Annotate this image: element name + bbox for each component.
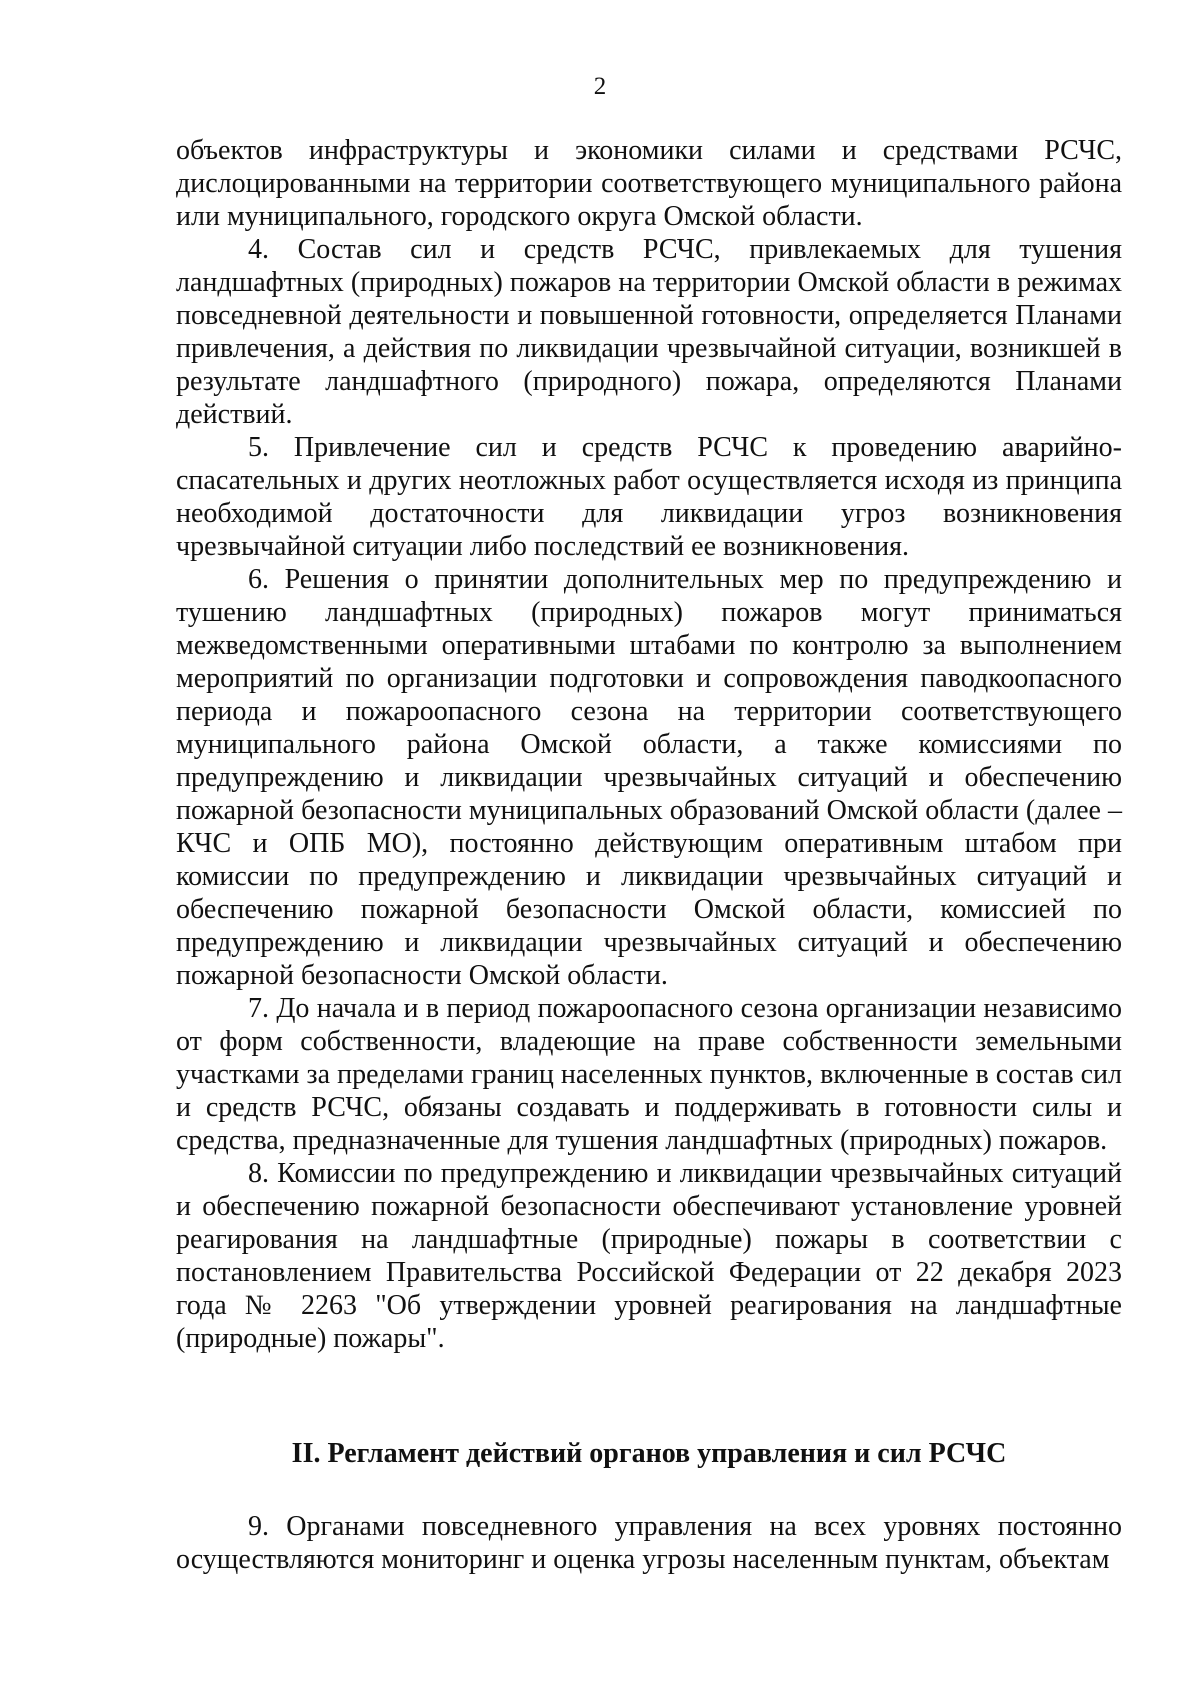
section-heading: II. Регламент действий органов управления и сил РСЧС [291, 1438, 1007, 1469]
paragraph-item-9: 9. Органами повседневного управления на всех уровнях постоянно осуществляются мониторинг и оценка угрозы населенным пунктам, объектам [176, 1511, 1122, 1575]
paragraph-item-6: 6. Решения о принятии дополнительных мер по предупреждению и тушению ландшафтных (природных) пожаров могут приниматься межведомственными оперативными штабами по контролю за выполнением мероприятий по организации подготовки и сопровождения паводкоопасного периода и пожароопасного сезона на территории соответствующего муниципального района Омской области, а также комиссиями по предупреждению и ликвидации чрезвычайных ситуаций и обеспечению пожарной безопасности муниципальных образований Омской области (далее – КЧС и ОПБ МО), постоянно действующим оперативным штабом при комиссии по предупреждению и ликвидации чрезвычайных ситуаций и обеспечению пожарной безопасности Омской области, комиссией по предупреждению и ликвидации чрезвычайных ситуаций и обеспечению пожарной безопасности Омской области. [176, 564, 1122, 991]
paragraph-item-5: 5. Привлечение сил и средств РСЧС к проведению аварийно-спасательных и других неотложных работ осуществляется исходя из принципа необходимой достаточности для ликвидации угроз возникновения чрезвычайной ситуации либо последствий ее возникновения. [176, 432, 1122, 562]
paragraph-item-7: 7. До начала и в период пожароопасного сезона организации независимо от форм собственности, владеющие на праве собственности земельными участками за пределами границ населенных пунктов, включенные в состав сил и средств РСЧС, обязаны создавать и поддерживать в готовности силы и средства, предназначенные для тушения ландшафтных (природных) пожаров. [176, 993, 1122, 1156]
paragraph-continuation: объектов инфраструктуры и экономики силами и средствами РСЧС, дислоцированными на территории соответствующего муниципального района или муниципального, городского округа Омской области. [176, 135, 1122, 232]
page-number: 2 [593, 73, 607, 100]
document-body [176, 134, 1122, 1576]
paragraph-item-4: 4. Состав сил и средств РСЧС, привлекаемых для тушения ландшафтных (природных) пожаров на территории Омской области в режимах повседневной деятельности и повышенной готовности, определяется Планами привлечения, а действия по ликвидации чрезвычайной ситуации, возникшей в результате ландшафтного (природного) пожара, определяются Планами действий. [176, 234, 1122, 430]
paragraph-item-8: 8. Комиссии по предупреждению и ликвидации чрезвычайных ситуаций и обеспечению пожарной безопасности обеспечивают установление уровней реагирования на ландшафтные (природные) пожары в соответствии с постановлением Правительства Российской Федерации от 22 декабря 2023 года № 2263 "Об утверждении уровней реагирования на ландшафтные (природные) пожары". [176, 1158, 1122, 1354]
